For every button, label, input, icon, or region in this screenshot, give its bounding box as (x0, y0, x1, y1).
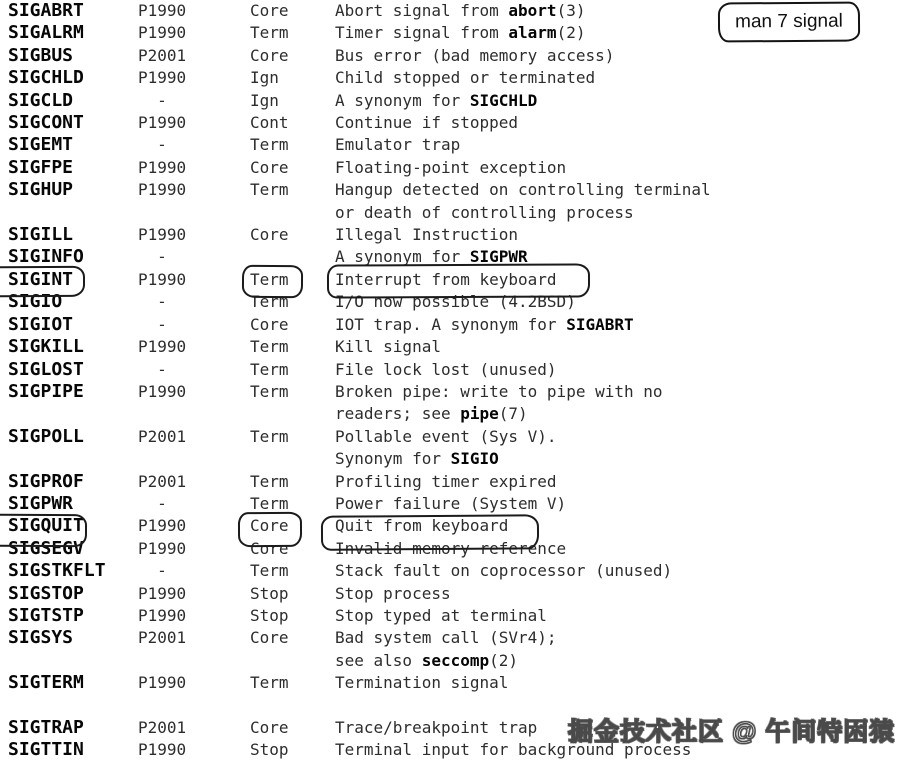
signal-name-cell: SIGINFO (8, 246, 84, 268)
standard-cell: P1990 (138, 381, 187, 401)
signal-name-cell: SIGCHLD (8, 67, 84, 89)
comment-cell (335, 605, 905, 627)
action-cell: Term (250, 471, 289, 491)
signal-table (8, 0, 905, 762)
standard-cell: - (157, 135, 167, 155)
comment-line: Stop process (335, 583, 451, 603)
comment-line: Kill signal (335, 337, 441, 357)
comment-line: Trace/breakpoint trap (335, 717, 538, 737)
action-cell: Term (250, 673, 289, 693)
comment-line: Broken pipe: write to pipe with no (335, 381, 663, 401)
comment-line: Floating-point exception (335, 157, 567, 177)
action-cell: Core (250, 45, 289, 65)
action-cell: Term (250, 269, 289, 289)
table-row (8, 179, 905, 224)
signal-name-cell: SIGILL (8, 224, 74, 246)
standard-cell: P1990 (138, 583, 187, 603)
table-row (8, 45, 905, 67)
standard-cell: P2001 (138, 471, 187, 491)
comment-line: Interrupt from keyboard (335, 269, 557, 289)
action-cell: Core (250, 1, 289, 20)
action-cell: Core (250, 516, 289, 536)
standard-cell: P1990 (138, 180, 187, 200)
comment-line: Pollable event (Sys V). (335, 426, 557, 446)
comment-line: Invalid memory reference (335, 538, 567, 558)
comment-cell (335, 134, 905, 156)
comment-cell (335, 493, 905, 515)
table-row (8, 381, 905, 426)
table-row (8, 538, 905, 560)
table-row (8, 90, 905, 112)
comment-line: Bus error (bad memory access) (335, 45, 615, 65)
signal-name-cell: SIGINT (8, 268, 74, 290)
signal-name-cell: SIGPWR (8, 492, 74, 514)
comment-cell (335, 359, 905, 381)
standard-cell: P2001 (138, 717, 187, 737)
comment-cell (335, 224, 905, 246)
table-row (8, 134, 905, 156)
table-row (8, 314, 905, 336)
comment-line: Continue if stopped (335, 113, 519, 133)
comment-cell (335, 515, 905, 537)
action-cell: Term (250, 493, 289, 513)
table-row (8, 112, 905, 134)
man7-callout-box (718, 2, 860, 43)
comment-cell (335, 381, 905, 426)
standard-cell: P1990 (138, 157, 187, 177)
signal-name-cell: SIGKILL (8, 336, 84, 358)
comment-line: Termination signal (335, 673, 509, 693)
comment-line: A synonym for SIGPWR (335, 247, 528, 267)
comment-line: Child stopped or terminated (335, 68, 596, 88)
comment-cell (335, 426, 905, 471)
comment-cell (335, 538, 905, 560)
standard-cell: P1990 (138, 68, 187, 88)
comment-line: Terminal input for background process (335, 740, 692, 760)
comment-cell (335, 336, 905, 358)
standard-cell: P2001 (138, 628, 187, 648)
signal-name-cell: SIGIOT (8, 313, 74, 335)
table-row (8, 471, 905, 493)
table-row (8, 359, 905, 381)
table-row (8, 560, 905, 582)
signal-name-cell: SIGSEGV (8, 537, 84, 559)
table-row (8, 224, 905, 246)
standard-cell: P1990 (138, 225, 187, 245)
action-cell: Core (250, 314, 289, 334)
signal-name-cell: SIGEMT (8, 134, 74, 156)
comment-cell (335, 179, 905, 224)
action-cell: Term (250, 23, 289, 43)
signal-name-cell: SIGPROF (8, 470, 84, 492)
standard-cell: - (157, 493, 167, 513)
action-cell: Core (250, 157, 289, 177)
table-row (8, 515, 905, 537)
comment-cell (335, 583, 905, 605)
table-row (8, 426, 905, 471)
signal-name-cell: SIGSTKFLT (8, 560, 106, 582)
action-cell: Core (250, 538, 289, 558)
action-cell: Core (250, 225, 289, 245)
comment-cell (335, 246, 905, 268)
action-cell: Ign (250, 90, 279, 110)
action-cell: Cont (250, 113, 289, 133)
action-cell: Term (250, 180, 289, 200)
comment-line: File lock lost (unused) (335, 359, 557, 379)
standard-cell: P1990 (138, 605, 187, 625)
comment-line: Power failure (System V) (335, 493, 567, 513)
table-row (8, 493, 905, 515)
signal-name-cell: SIGCLD (8, 89, 74, 111)
comment-line: readers; see pipe(7) (335, 404, 528, 424)
comment-cell (335, 560, 905, 582)
comment-cell (335, 269, 905, 291)
action-cell: Term (250, 135, 289, 155)
comment-line: Timer signal from alarm(2) (335, 23, 586, 43)
table-row (8, 291, 905, 313)
table-row (8, 157, 905, 179)
table-row (8, 336, 905, 358)
comment-cell (335, 471, 905, 493)
standard-cell: P1990 (138, 1, 187, 20)
action-cell: Stop (250, 740, 289, 760)
comment-line: IOT trap. A synonym for SIGABRT (335, 314, 634, 334)
action-cell: Stop (250, 583, 289, 603)
comment-cell (335, 157, 905, 179)
man7-callout-label: man 7 signal (735, 10, 843, 33)
standard-cell: P1990 (138, 740, 187, 760)
signal-name-cell: SIGPIPE (8, 380, 84, 402)
comment-cell (335, 90, 905, 112)
table-row (8, 246, 905, 268)
table-row (8, 605, 905, 627)
table-row (8, 583, 905, 605)
signal-name-cell: SIGTERM (8, 672, 84, 694)
table-row (8, 269, 905, 291)
comment-cell (335, 314, 905, 336)
signal-name-cell: SIGSYS (8, 627, 74, 649)
comment-line: Stop typed at terminal (335, 605, 547, 625)
action-cell: Core (250, 628, 289, 648)
comment-line: see also seccomp(2) (335, 650, 519, 670)
comment-line: Bad system call (SVr4); (335, 628, 557, 648)
comment-cell (335, 112, 905, 134)
signal-name-cell: SIGSTOP (8, 582, 84, 604)
signal-name-cell: SIGPOLL (8, 425, 84, 447)
table-row (8, 672, 905, 694)
signal-name-cell: SIGALRM (8, 22, 84, 44)
comment-cell (335, 672, 905, 694)
standard-cell: - (157, 90, 167, 110)
signal-name-cell: SIGQUIT (8, 515, 84, 537)
comment-line: Quit from keyboard (335, 516, 509, 536)
comment-line: or death of controlling process (335, 202, 634, 222)
signal-name-cell: SIGBUS (8, 44, 74, 66)
comment-line: A synonym for SIGCHLD (335, 90, 538, 110)
comment-line: Synonym for SIGIO (335, 449, 499, 469)
comment-line: Illegal Instruction (335, 225, 519, 245)
signal-name-cell: SIGIO (8, 291, 63, 313)
standard-cell: P1990 (138, 516, 187, 536)
signal-name-cell: SIGHUP (8, 179, 74, 201)
table-row (8, 67, 905, 89)
action-cell: Term (250, 381, 289, 401)
standard-cell: - (157, 314, 167, 334)
standard-cell: P1990 (138, 269, 187, 289)
comment-line: Hangup detected on controlling terminal (335, 180, 711, 200)
standard-cell: P1990 (138, 23, 187, 43)
comment-cell (335, 627, 905, 672)
standard-cell: P1990 (138, 673, 187, 693)
signal-name-cell: SIGTSTP (8, 604, 84, 626)
action-cell: Stop (250, 605, 289, 625)
signal-name-cell: SIGTRAP (8, 716, 84, 738)
table-row (8, 627, 905, 672)
signal-name-cell: SIGCONT (8, 112, 84, 134)
action-cell: Term (250, 337, 289, 357)
standard-cell: - (157, 292, 167, 312)
action-cell: Term (250, 561, 289, 581)
signal-name-cell: SIGABRT (8, 0, 84, 21)
standard-cell: P1990 (138, 337, 187, 357)
comment-line: Emulator trap (335, 135, 461, 155)
comment-line: Abort signal from abort(3) (335, 1, 586, 20)
standard-cell: P2001 (138, 426, 187, 446)
action-cell: Term (250, 292, 289, 312)
standard-cell: P2001 (138, 45, 187, 65)
standard-cell: - (157, 247, 167, 267)
action-cell: Core (250, 717, 289, 737)
action-cell: Ign (250, 68, 279, 88)
standard-cell: - (157, 359, 167, 379)
standard-cell: - (157, 561, 167, 581)
action-cell: Term (250, 426, 289, 446)
action-cell: Term (250, 359, 289, 379)
signal-name-cell: SIGTTIN (8, 739, 84, 761)
comment-cell (335, 291, 905, 313)
comment-line: Stack fault on coprocessor (unused) (335, 561, 673, 581)
comment-line: I/O now possible (4.2BSD) (335, 292, 576, 312)
comment-cell (335, 67, 905, 89)
comment-line: Profiling timer expired (335, 471, 557, 491)
signal-name-cell: SIGFPE (8, 156, 74, 178)
signal-name-cell: SIGLOST (8, 358, 84, 380)
standard-cell: P1990 (138, 538, 187, 558)
standard-cell: P1990 (138, 113, 187, 133)
comment-cell (335, 45, 905, 67)
watermark-text: 掘金技术社区 @ 午间特困猿 (568, 718, 896, 746)
